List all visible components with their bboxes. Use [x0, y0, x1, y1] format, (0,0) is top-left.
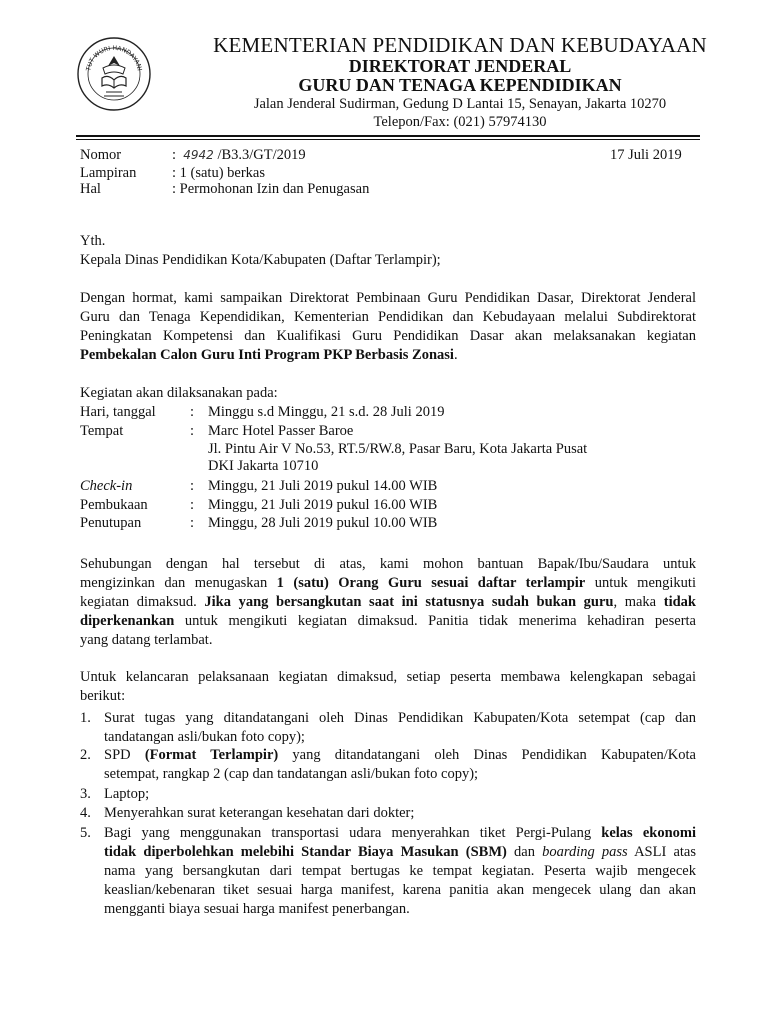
tut-wuri-handayani-logo — [76, 36, 152, 112]
recipient: Kepala Dinas Pendidikan Kota/Kabupaten (Daftar Terlampir); — [80, 252, 441, 268]
header-rule-thin — [76, 139, 700, 140]
schedule-value: Minggu s.d Minggu, 21 s.d. 28 Juli 2019 — [208, 404, 445, 420]
nomor-label: Nomor — [80, 147, 122, 163]
schedule-value: Minggu, 28 Juli 2019 pukul 10.00 WIB — [208, 515, 438, 531]
schedule-value: Marc Hotel Passer Baroe — [208, 423, 354, 439]
svg-text:TUT WURI HANDAYANI: TUT WURI HANDAYANI — [85, 44, 143, 72]
nomor-value: : 4942 /B3.3/GT/2019 — [172, 147, 306, 163]
list-item: Bagi yang menggunakan transportasi udara menyerahkan tiket Pergi-Pulang kelas ekonomi tidak diperbolehkan melebihi Standar Biaya Masukan (SBM) dan boarding pass ASLI atas nama yang bersangkutan dari tempat bertugas ke tempat kegiatan. Peserta wajib mengecek keaslian/kebenaran tiket sesuai harga manifest, karena panitia akan mengecek ulang dan akan mengganti biaya sesuai harga manifest penerbangan. — [104, 825, 697, 917]
salutation-yth: Yth. — [80, 233, 106, 249]
hal-label: Hal — [80, 181, 101, 197]
lampiran-label: Lampiran — [80, 165, 137, 181]
intro-paragraph: Dengan hormat, kami sampaikan Direktorat Pembinaan Guru Pendidikan Dasar, Direktorat Jenderal Guru dan Tenaga Kependidikan, Kementerian Pendidikan dan Kebudayaan melalui Subdirektorat Peningkatan Kompetensi dan Kualifikasi Guru Pendidikan Dasar akan melaksanakan kegiatan Pembekalan Calon Guru Inti Program PKP Berbasis Zonasi. — [80, 290, 696, 363]
schedule-intro: Kegiatan akan dilaksanakan pada: — [80, 385, 278, 401]
schedule-label: Pembukaan — [80, 497, 148, 513]
schedule-value: Jl. Pintu Air V No.53, RT.5/RW.8, Pasar Baru, Kota Jakarta Pusat — [208, 441, 588, 457]
list-item: Menyerahkan surat keterangan kesehatan dari dokter; — [104, 805, 415, 821]
list-item: Surat tugas yang ditandatangani oleh Dinas Pendidikan Kabupaten/Kota setempat (cap dan tandatangan asli/bukan foto copy); — [104, 710, 696, 745]
directorate-title: DIREKTORAT JENDERAL — [348, 56, 572, 76]
schedule-value: Minggu, 21 Juli 2019 pukul 16.00 WIB — [208, 497, 438, 513]
schedule-value: DKI Jakarta 10710 — [208, 458, 319, 474]
phone-line: Telepon/Fax: (021) 57974130 — [373, 114, 547, 130]
address-line: Jalan Jenderal Sudirman, Gedung D Lantai 15, Senayan, Jakarta 10270 — [253, 96, 667, 112]
list-item: SPD (Format Terlampir) yang ditandatangani oleh Dinas Pendidikan Kabupaten/Kota setempat, rangkap 2 (cap dan tandatangan asli/bukan foto copy); — [104, 747, 696, 782]
header-rule-thick — [76, 135, 700, 137]
schedule-label: Tempat — [80, 423, 124, 439]
hal-value: : Permohonan Izin dan Penugasan — [172, 181, 370, 197]
nomor-handwritten: 4942 — [183, 148, 214, 162]
schedule-label: Hari, tanggal — [80, 404, 156, 420]
schedule-value: Minggu, 21 Juli 2019 pukul 14.00 WIB — [208, 478, 438, 494]
ministry-title: KEMENTERIAN PENDIDIKAN DAN KEBUDAYAAN — [213, 33, 707, 57]
requirements-intro: Untuk kelancaran pelaksanaan kegiatan dimaksud, setiap peserta membawa kelengkapan sebagai berikut: — [80, 669, 696, 704]
schedule-label: Penutupan — [80, 515, 142, 531]
request-paragraph: Sehubungan dengan hal tersebut di atas, kami mohon bantuan Bapak/Ibu/Saudara untuk mengizinkan dan menugaskan 1 (satu) Orang Guru sesuai daftar terlampir untuk mengikuti kegiatan dimaksud. Jika yang bersangkutan saat ini statusnya sudah bukan guru, maka tidak diperkenankan untuk mengikuti kegiatan dimaksud. Panitia tidak menerima kehadiran peserta yang datang terlambat. — [80, 556, 696, 648]
division-title: GURU DAN TENAGA KEPENDIDIKAN — [298, 75, 622, 95]
lampiran-value: : 1 (satu) berkas — [172, 165, 266, 181]
letter-date: 17 Juli 2019 — [610, 147, 682, 163]
event-name: Pembekalan Calon Guru Inti Program PKP Berbasis Zonasi — [80, 347, 454, 363]
list-item: Laptop; — [104, 786, 150, 802]
schedule-label: Check-in — [80, 478, 133, 494]
